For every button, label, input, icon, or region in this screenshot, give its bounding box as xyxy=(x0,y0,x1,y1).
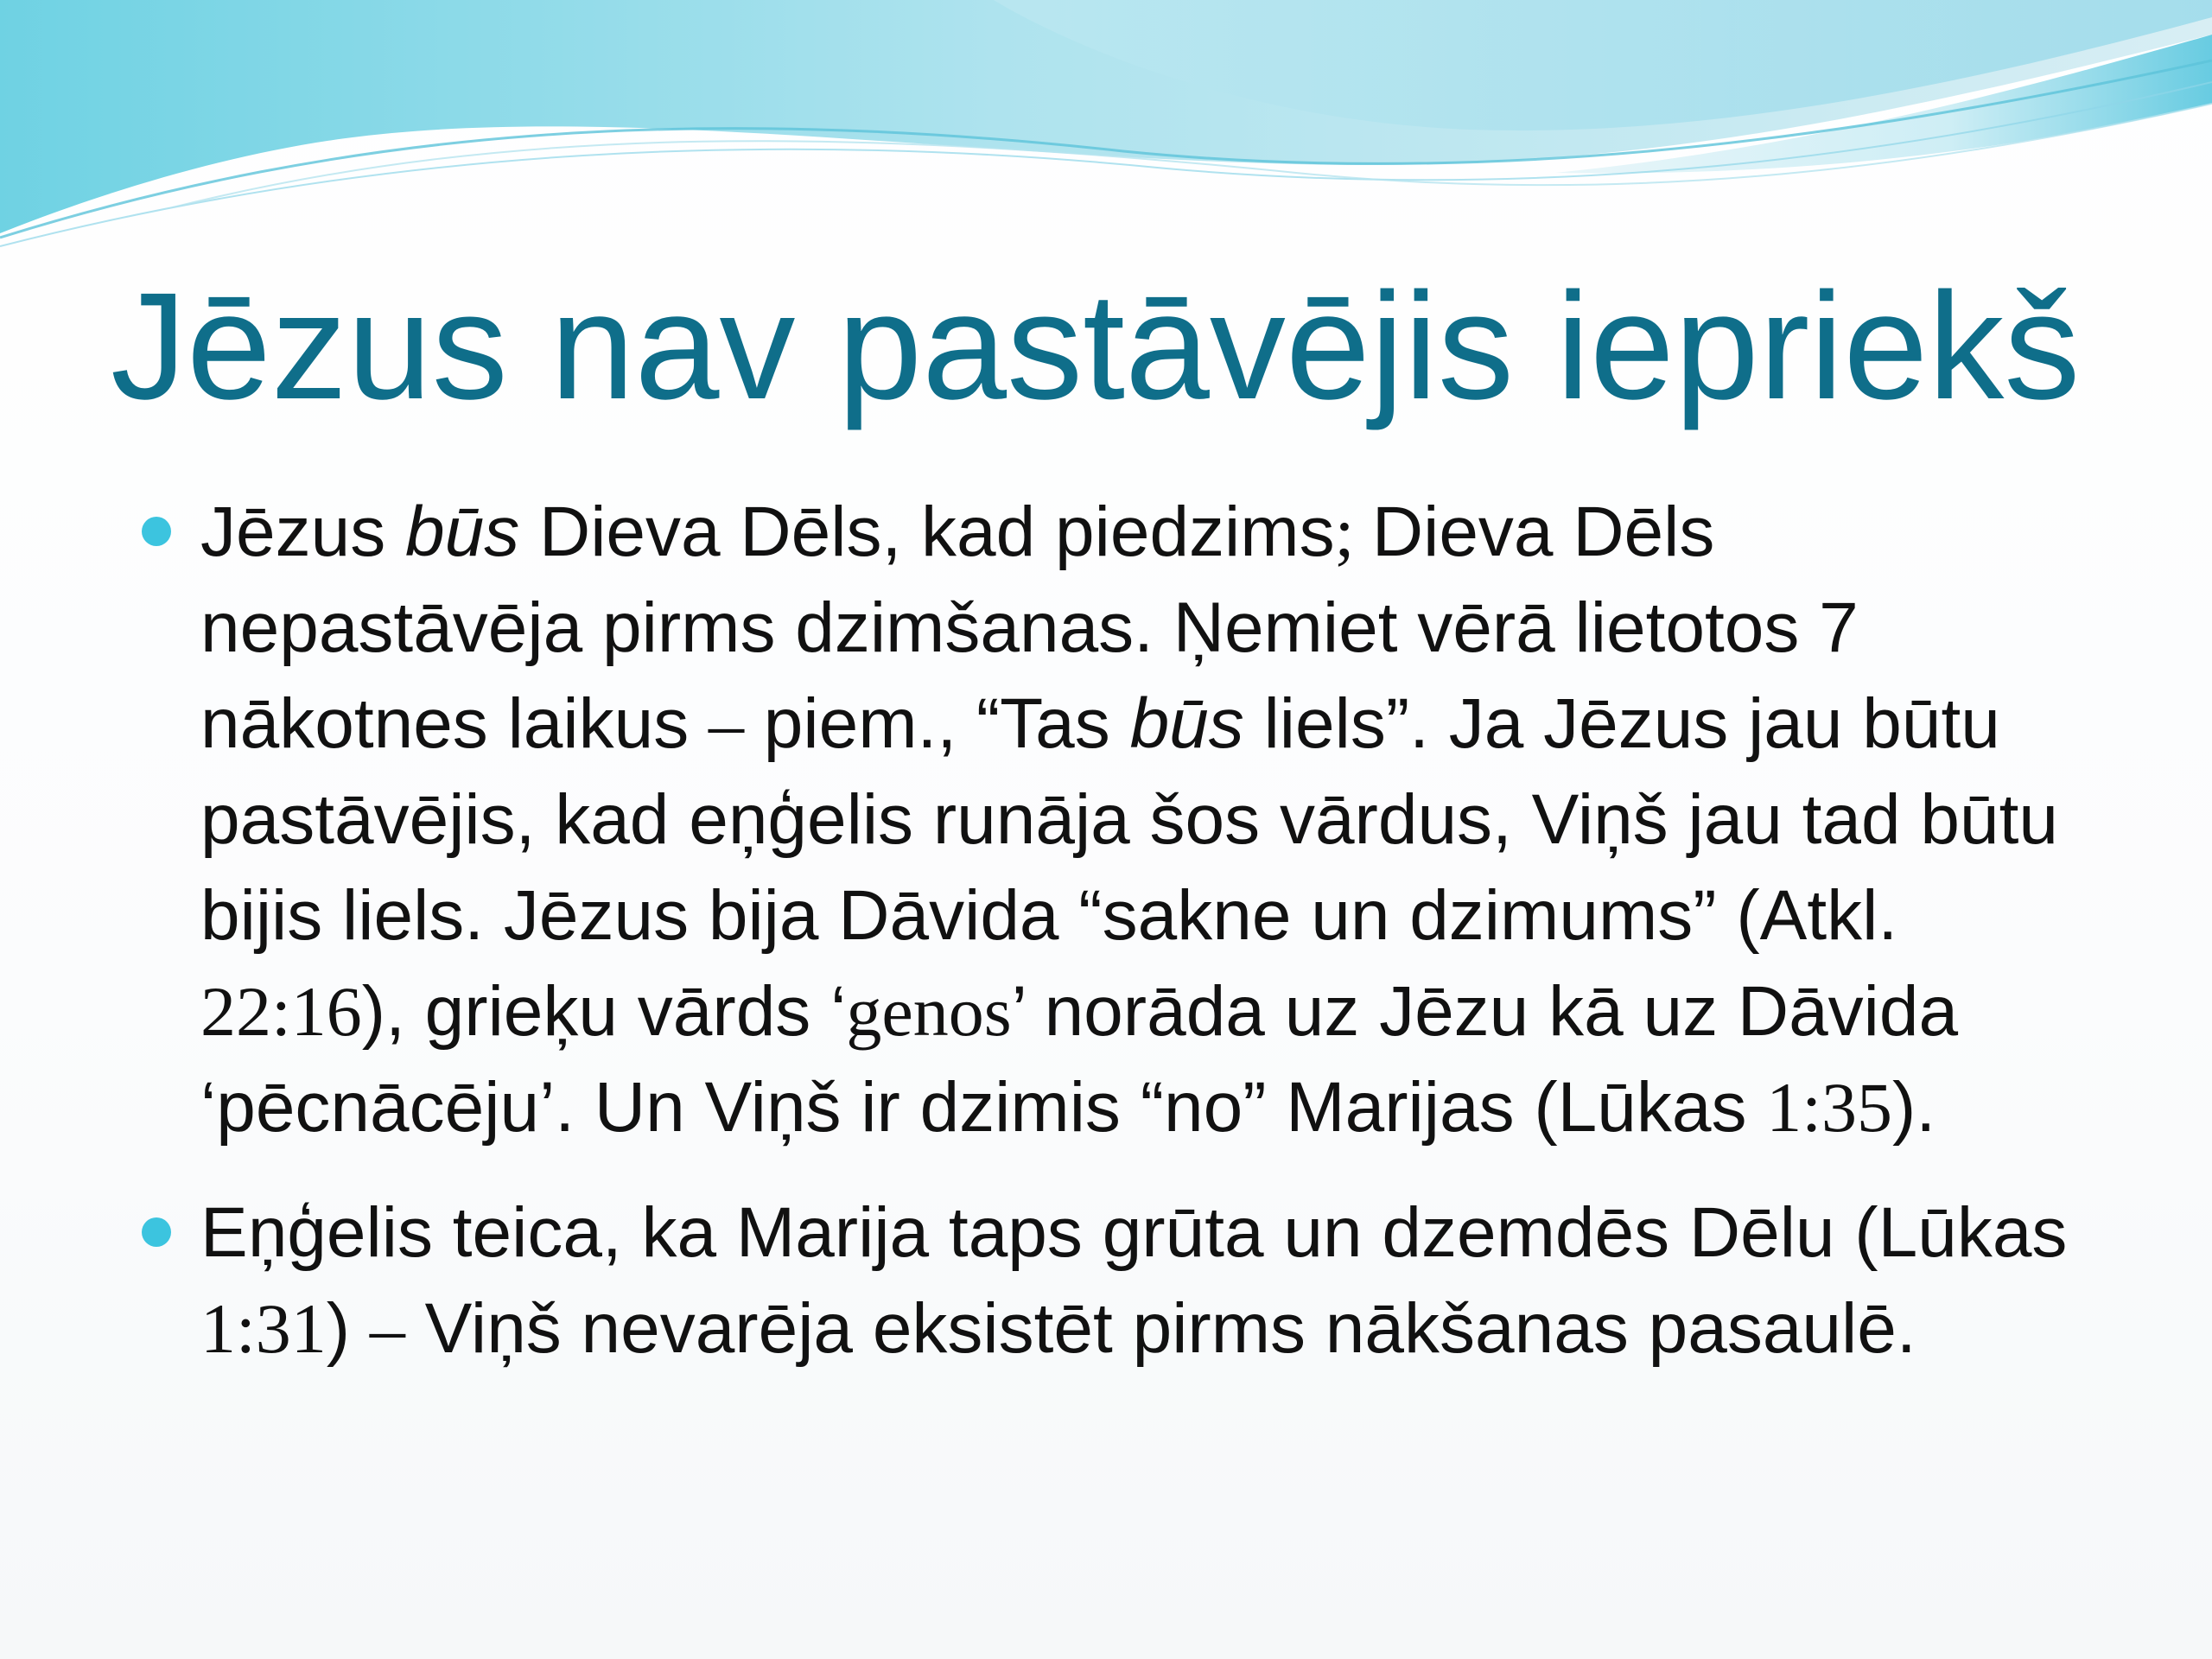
text-segment: Dieva Dēls, kad piedzims xyxy=(519,493,1335,571)
text-segment-serif: ; xyxy=(1334,493,1372,571)
text-segment: ) xyxy=(326,1289,370,1368)
text-segment-italic: būs xyxy=(405,493,520,571)
text-segment-serif: 1:35 xyxy=(1766,1068,1893,1147)
bullet-list xyxy=(138,484,2091,1376)
slide-content xyxy=(138,484,2091,1406)
text-segment-serif: 1:31 xyxy=(200,1289,327,1368)
slide-title: Jēzus nav pastāvējis iepriekš xyxy=(111,262,2081,431)
decorative-wave-header xyxy=(0,0,2212,259)
bullet-item xyxy=(138,1185,2091,1376)
text-segment-serif: 22:16 xyxy=(200,972,362,1051)
bullet-text xyxy=(200,484,2091,1155)
bullet-icon xyxy=(142,1217,171,1247)
text-segment: liels”. Ja Jēzus jau būtu pastāvējis, kad eņģelis runāja šos vārdus, Viņš jau tad būtu bijis liels. Jēzus bija Dāvida “sakne un dzimums” (Atkl. xyxy=(200,684,2059,955)
text-segment: Viņš nevarēja eksistēt pirms nākšanas pasaulē. xyxy=(404,1289,1916,1368)
text-segment-serif: – xyxy=(369,1289,405,1368)
text-segment: ). xyxy=(1892,1068,1936,1147)
text-segment: ), grieķu vārds ‘ xyxy=(361,972,847,1051)
bullet-item xyxy=(138,484,2091,1155)
text-segment-serif: genos xyxy=(846,972,1012,1051)
text-segment: Eņģelis teica, ka Marija taps grūta un dzemdēs Dēlu (Lūkas xyxy=(200,1193,2068,1272)
bullet-icon xyxy=(142,517,171,546)
text-segment: Dieva Dēls nepastāvēja pirms dzimšanas. Ņemiet vērā lietotos 7 nākotnes laikus xyxy=(200,493,1859,763)
text-segment-italic: būs xyxy=(1129,684,1244,763)
text-segment: ’ norāda uz Jēzu kā uz Dāvida ‘pēcnācēju’. Un Viņš ir dzimis “no” Marijas (Lūkas xyxy=(200,972,1959,1147)
text-segment: piem., “Tas xyxy=(744,684,1130,763)
bullet-text xyxy=(200,1185,2091,1376)
text-segment-serif: – xyxy=(709,684,745,763)
text-segment: Jēzus xyxy=(200,493,405,571)
